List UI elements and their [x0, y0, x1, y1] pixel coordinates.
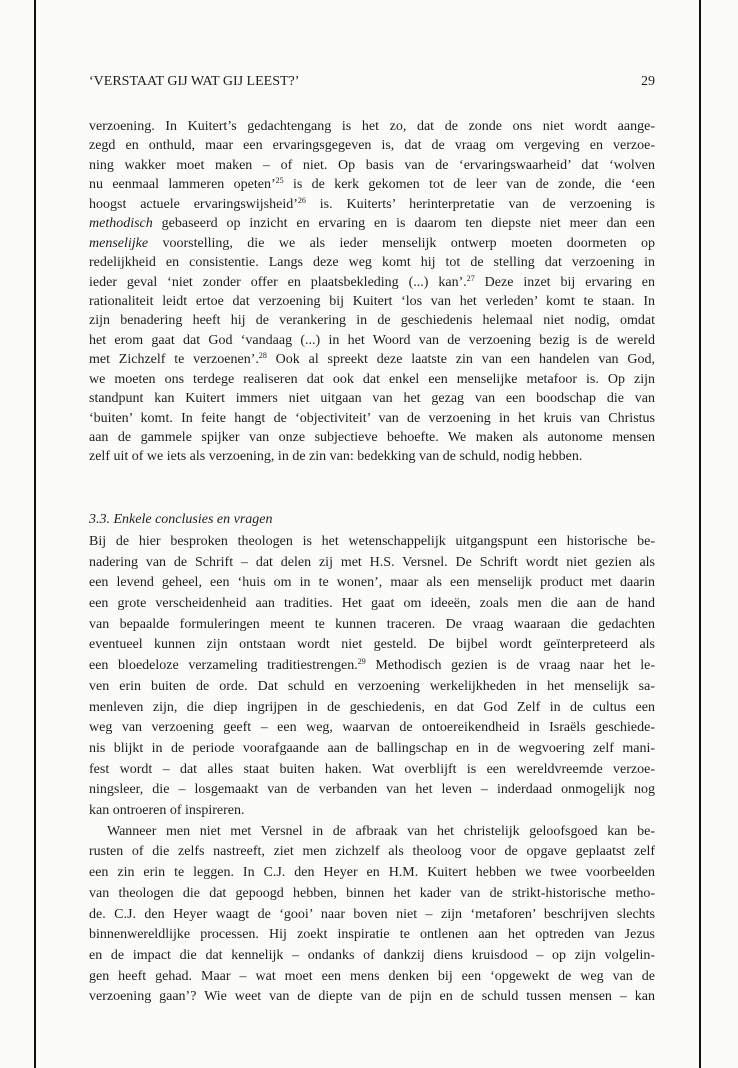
- text-line: [89, 409, 655, 428]
- text-run: binnenwereldlijke processen. Hij zoekt inspiratie te ontlenen aan het optreden van Jezus: [89, 927, 655, 943]
- text-line: [89, 946, 655, 967]
- text-line: [89, 253, 655, 272]
- text-line: [89, 780, 655, 801]
- text-run: met Zichzelf te verzoenen’.: [89, 352, 259, 368]
- text-run: nu eenmaal lammeren opeten’: [89, 177, 276, 193]
- text-run: Ook al spreekt deze laatste zin van een handelen van God,: [266, 352, 655, 368]
- footnote-ref: 25: [275, 176, 284, 186]
- text-run: nadering van de Schrift – dat delen zij met H.S. Versnel. De Schrift wordt niet gezien als: [89, 554, 655, 570]
- text-line: [89, 447, 655, 466]
- text-line: [89, 842, 655, 863]
- text-line: [89, 698, 655, 719]
- text-run: ning wakker moet maken – of niet. Op basis van de ‘ervaringswaarheid’ dat ‘wolven: [89, 157, 655, 173]
- paragraph-2: [89, 532, 655, 822]
- text-run: nis blijkt in de periode voorafgaande aan de ballingschap en in de wegvoering zelf mani-: [89, 740, 655, 756]
- footnote-ref: 28: [258, 351, 267, 361]
- text-run: is. Kuiterts’ herinterpretatie van de verzoening is: [305, 196, 655, 212]
- text-line: [89, 532, 655, 553]
- paragraph-1: [89, 117, 655, 467]
- text-run: standpunt kan Kuitert immers niet uitgaan van het gezag van een boodschap die van: [89, 391, 655, 407]
- text-line: [89, 573, 655, 594]
- text-run: verzoening. In Kuitert’s gedachtengang is het zo, dat de zonde ons niet wordt aange-: [89, 119, 655, 134]
- text-run: redelijkheid en consistentie. Langs deze weg komt hij tot de stelling dat verzoening in: [89, 255, 655, 271]
- italic-text: methodisch: [89, 216, 153, 232]
- text-line: [89, 884, 655, 905]
- text-line: [89, 195, 655, 214]
- text-run: weg van verzoening geeft – een weg, waarvan de ontoereikendheid in Israëls geschiede-: [89, 720, 655, 736]
- text-line: [89, 156, 655, 175]
- page-number: 29: [641, 74, 655, 89]
- text-line: [89, 175, 655, 194]
- text-run: en de impact die dat kennelijk – ondanks of dankzij diens kruisdood – op zijn volgelin-: [89, 947, 655, 963]
- text-run: van theologen die dat gepoogd hebben, binnen het kader van de strikt-historische metho-: [89, 885, 655, 901]
- text-run: Bij de hier besproken theologen is het wetenschappelijk uitgangspunt een historische be-: [89, 534, 655, 549]
- text-run: van bepaalde formuleringen meent te kunnen traceren. De vraag waaraan die gedachten: [89, 616, 655, 632]
- text-run: ieder geval ‘niet zonder offer en plaatsbekleding (...) kan’.: [89, 274, 467, 290]
- text-line: [89, 718, 655, 739]
- text-line: [89, 331, 655, 350]
- text-line: [89, 370, 655, 389]
- text-line: [89, 635, 655, 656]
- paragraph-3: [89, 822, 655, 1008]
- text-line: [89, 350, 655, 369]
- text-line: [89, 677, 655, 698]
- text-run: kan ontroeren of inspireren.: [89, 802, 245, 818]
- text-run: Methodisch gezien is de vraag naar het le-: [365, 658, 655, 674]
- text-run: we moeten ons terdege realiseren dat ook dat enkel een menselijke metafoor is. Op zijn: [89, 371, 655, 387]
- text-line: [89, 214, 655, 233]
- text-run: verzoening gaan’? Wie weet van de diepte van de pijn en de schuld tussen mensen – kan: [89, 989, 655, 1005]
- text-run: ‘buiten’ komt. In feite hangt de ‘objectiviteit’ van de verzoening in het kruis van Christus: [89, 410, 655, 426]
- text-line: [89, 863, 655, 884]
- text-line: [89, 967, 655, 988]
- text-line: [89, 905, 655, 926]
- footnote-ref: 26: [297, 195, 306, 205]
- text-run: de. C.J. den Heyer waagt de ‘gooi’ naar boven niet – zijn ‘metaforen’ beschrijven slechts: [89, 906, 655, 922]
- text-run: zelf uit of we iets als verzoening, in de zin van: bedekking van de schuld, nodig hebben.: [89, 449, 583, 465]
- text-run: gebaseerd op inzicht en ervaring en is daarom ten diepste niet meer dan een: [152, 216, 655, 232]
- text-line: [89, 273, 655, 292]
- text-run: zijn benadering heeft hij de verankering in de geschiedenis helemaal niet nodig, omdat: [89, 313, 655, 329]
- text-run: Deze inzet bij ervaring en: [474, 274, 655, 290]
- running-head: [89, 74, 655, 90]
- running-head-title: ‘VERSTAAT GIJ WAT GIJ LEEST?’: [89, 74, 300, 89]
- text-line: [89, 292, 655, 311]
- text-run: zegd en onthuld, maar een ervaringsgegeven is, dat de vraag om vergeving en verzoe-: [89, 138, 655, 154]
- scan-edge-right: [699, 0, 701, 1068]
- text-run: hoogst actuele ervaringswijsheid’: [89, 196, 298, 212]
- text-line: [89, 594, 655, 615]
- text-run: rationaliteit leidt ertoe dat verzoening bij Kuitert ‘los van het verleden’ komt te staan. In: [89, 293, 655, 309]
- text-line: [89, 136, 655, 155]
- text-run: voorstelling, die we als ieder menselijk ontwerp moeten doormeten op: [148, 235, 655, 251]
- text-run: gen heeft gehad. Maar – wat moet een mens denken bij een ‘opgewekt de weg van de: [89, 968, 655, 984]
- text-run: eventueel kunnen zijn ontstaan wordt niet gesteld. De bijbel wordt geïnterpreteerd als: [89, 637, 655, 653]
- text-run: een zin erin te leggen. In C.J. den Heyer en H.M. Kuitert hebben we twee voorbeelden: [89, 865, 655, 881]
- text-line: [89, 615, 655, 636]
- text-line: [89, 987, 655, 1008]
- italic-text: menselijke: [89, 235, 149, 251]
- text-line: [89, 553, 655, 574]
- text-line: [89, 311, 655, 330]
- text-run: Wanneer men niet met Versnel in de afbraak van het christelijk geloofsgoed kan be-: [107, 823, 655, 839]
- text-run: een grote verscheidenheid aan tradities. Het gaat om ideeën, zoals men die aan de hand: [89, 596, 655, 612]
- text-line: [89, 656, 655, 677]
- text-run: rusten of die zelfs nastreeft, ziet men zichzelf als theoloog voor de opgave geplaatst zelf: [89, 844, 655, 860]
- text-run: een bloedeloze verzameling traditiestrengen.: [89, 658, 358, 674]
- text-line: [89, 117, 655, 136]
- text-run: een levend geheel, een ‘huis om in te wonen’, maar als een menselijk product met daarin: [89, 575, 655, 591]
- text-line: [89, 234, 655, 253]
- scan-edge-left: [34, 0, 36, 1068]
- text-line: [89, 822, 655, 843]
- text-run: ven erin buiten de orde. Dat schuld en verzoening werkelijkheden in het menselijk sa-: [89, 678, 655, 694]
- footnote-ref: 27: [466, 273, 475, 283]
- text-run: het erom gaat dat God ‘vandaag (...) in het Woord van de verzoening bezig is de wereld: [89, 332, 655, 348]
- text-line: [89, 389, 655, 408]
- text-run: ningsleer, die – losgemaakt van de verbanden van het leven – inderdaad onmogelijk nog: [89, 782, 655, 798]
- text-run: menleven zijn, die diep ingrijpen in de geschiedenis, en dat God Zelf in de cultus een: [89, 699, 655, 715]
- text-line: [89, 925, 655, 946]
- section-heading: 3.3. Enkele conclusies en vragen: [89, 512, 273, 527]
- text-line: [89, 801, 655, 822]
- text-line: [89, 428, 655, 447]
- text-line: [89, 760, 655, 781]
- text-line: [89, 739, 655, 760]
- text-run: is de kerk gekomen tot de leer van de zonde, die ‘een: [283, 177, 655, 193]
- text-run: aan de gammele spijker van onze subjectieve behoefte. We maken als autonome mensen: [89, 430, 655, 445]
- footnote-ref: 29: [357, 657, 366, 667]
- text-run: fest wordt – dat alles staat buiten haken. Wat overblijft is een wereldvreemde verzoe-: [89, 761, 655, 777]
